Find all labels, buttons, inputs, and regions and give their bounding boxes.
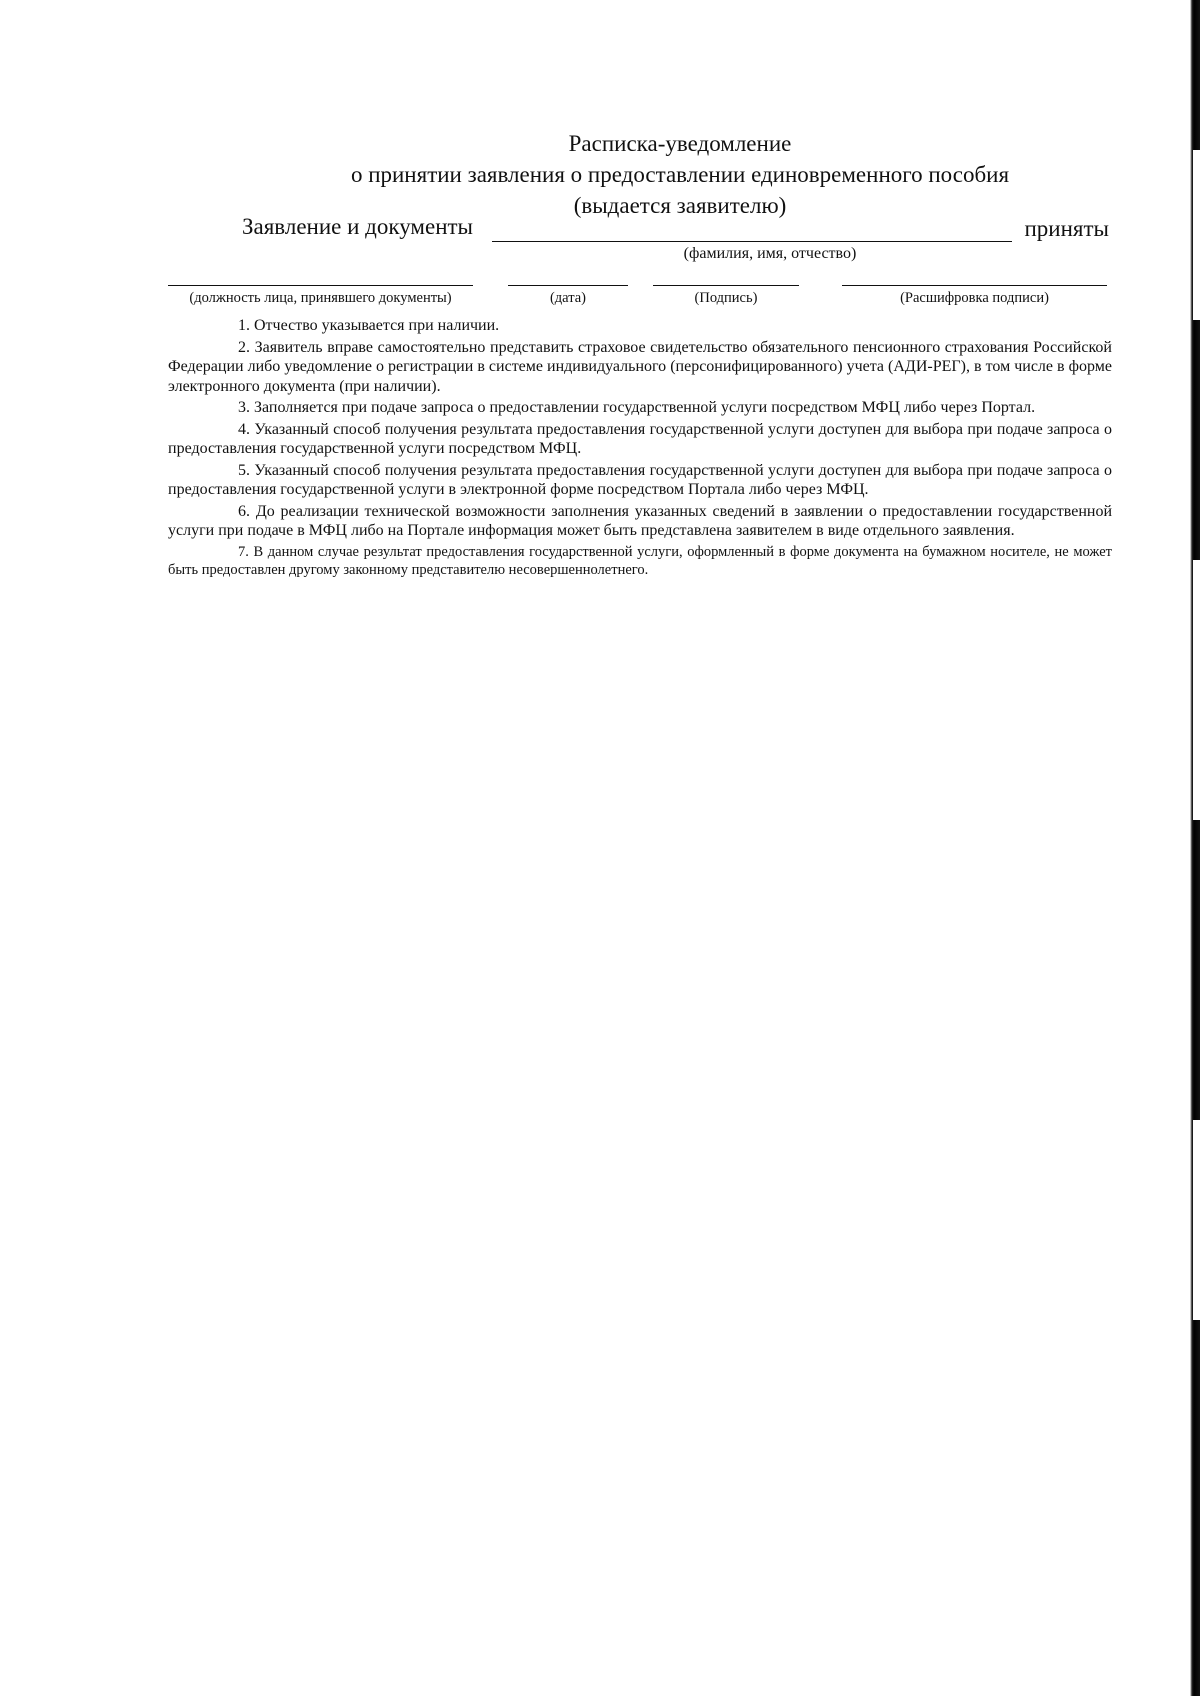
fio-caption: (фамилия, имя, отчество) [683, 245, 857, 262]
fio-line [492, 241, 1012, 242]
date-caption: (дата) [549, 290, 587, 306]
footnote-1: 1. Отчество указывается при наличии. [238, 317, 500, 334]
accepted-label: приняты [1024, 216, 1109, 241]
position-caption: (должность лица, принявшего документы) [189, 290, 452, 306]
title-block [200, 128, 1160, 221]
footnote-5: 5. Указанный способ получения результата предоставления государственной услуги доступен для выбора при подаче запроса о предоставления государственной услуги в электронной форме посредством Портала либо через МФЦ. [168, 461, 1112, 498]
decryption-line [842, 283, 1107, 286]
footnote-2: 2. Заявитель вправе самостоятельно представить страховое свидетельство обязательного пенсионного страхования Российской Федерации либо уведомление о регистрации в системе индивидуального (персонифицированного) учета (АДИ-РЕГ), в том числе в форме электронного документа (при наличии). [168, 338, 1112, 395]
document-subtitle: о принятии заявления о предоставлении единовременного пособия [350, 162, 1010, 187]
decryption-field [842, 283, 1107, 307]
scan-edge [1190, 0, 1200, 1696]
date-field [508, 283, 628, 307]
document-title: Расписка-уведомление [568, 131, 792, 156]
issued-note: (выдается заявителю) [573, 193, 787, 218]
footnotes [168, 316, 1112, 581]
footnote-3: 3. Заполняется при подаче запроса о предоставлении государственной услуги посредством МФЦ либо через Портал. [238, 399, 1036, 416]
signature-field [653, 283, 799, 307]
footnote-4: 4. Указанный способ получения результата предоставления государственной услуги доступен для выбора при подаче запроса о предоставления государственной услуги посредством МФЦ. [168, 420, 1112, 457]
position-field [168, 283, 473, 307]
position-line [168, 283, 473, 286]
signature-line [653, 283, 799, 286]
footnote-7: 7. В данном случае результат предоставления государственной услуги, оформленный в форме документа на бумажном носителе, не может быть предоставлен другому законному представителю несовершеннолетнего. [168, 543, 1112, 578]
acceptance-label: Заявление и документы [242, 214, 474, 239]
date-line [508, 283, 628, 286]
signature-caption: (Подпись) [694, 290, 758, 306]
decryption-caption: (Расшифровка подписи) [900, 290, 1049, 306]
footnote-6: 6. До реализации технической возможности заполнения указанных сведений в заявлении о предоставлении государственной услуги при подаче в МФЦ либо на Портале информация может быть представлена заявителем в виде отдельного заявления. [168, 502, 1112, 539]
acceptance-row [242, 214, 1109, 248]
